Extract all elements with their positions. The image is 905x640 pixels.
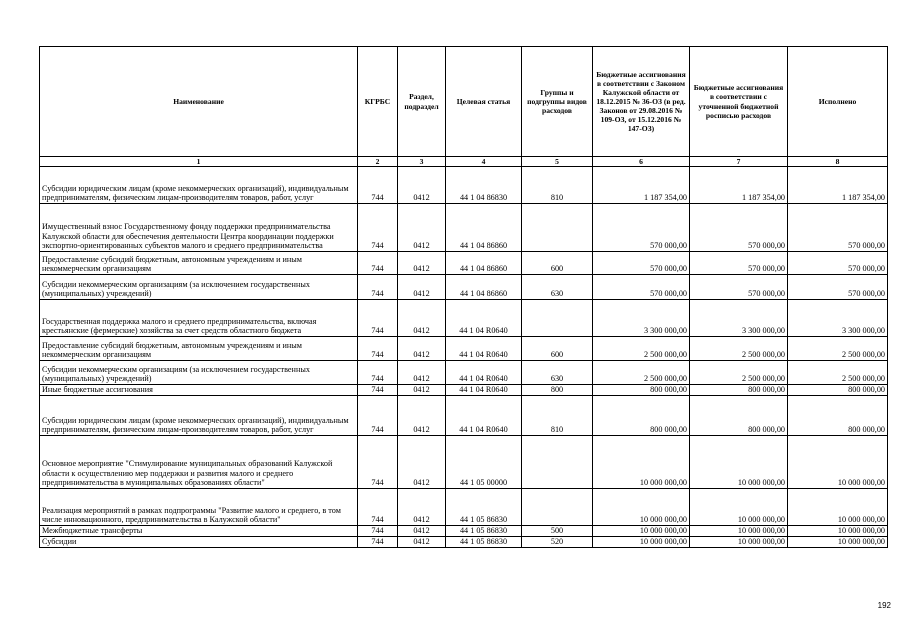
row-kgrbs: 744 <box>358 337 398 361</box>
row-name: Основное мероприятие "Стимулирование муниципальных образований Калужской области к осуществлению мер поддержки и развития малого и среднего предпринимательства в муниципальных образованиях области" <box>40 436 358 489</box>
row-group: 800 <box>522 385 593 396</box>
row-executed-amount: 1 187 354,00 <box>788 167 888 204</box>
row-executed-amount: 10 000 000,00 <box>788 489 888 526</box>
table-row <box>40 385 888 396</box>
table-row <box>40 361 888 385</box>
row-name: Иные бюджетные ассигнования <box>40 385 358 396</box>
row-executed-amount: 800 000,00 <box>788 385 888 396</box>
row-section: 0412 <box>398 337 446 361</box>
row-refined-amount: 800 000,00 <box>690 396 788 436</box>
header-executed: Исполнено <box>788 47 888 157</box>
row-refined-amount: 2 500 000,00 <box>690 337 788 361</box>
row-executed-amount: 570 000,00 <box>788 275 888 300</box>
row-executed-amount: 10 000 000,00 <box>788 526 888 537</box>
row-name: Субсидии некоммерческим организациям (за исключением государственных (муниципальных) учреждений) <box>40 275 358 300</box>
header-target: Целевая статья <box>446 47 522 157</box>
row-law-amount: 10 000 000,00 <box>593 436 690 489</box>
row-law-amount: 2 500 000,00 <box>593 337 690 361</box>
column-number-row <box>40 157 888 167</box>
row-section: 0412 <box>398 396 446 436</box>
header-row <box>40 47 888 157</box>
row-section: 0412 <box>398 275 446 300</box>
row-kgrbs: 744 <box>358 489 398 526</box>
row-refined-amount: 570 000,00 <box>690 204 788 252</box>
header-groups: Группы и подгруппы видов расходов <box>522 47 593 157</box>
row-executed-amount: 2 500 000,00 <box>788 337 888 361</box>
table-row <box>40 537 888 548</box>
row-law-amount: 10 000 000,00 <box>593 537 690 548</box>
table-row <box>40 275 888 300</box>
row-law-amount: 800 000,00 <box>593 396 690 436</box>
row-section: 0412 <box>398 526 446 537</box>
row-executed-amount: 800 000,00 <box>788 396 888 436</box>
row-law-amount: 570 000,00 <box>593 252 690 275</box>
row-section: 0412 <box>398 537 446 548</box>
row-law-amount: 10 000 000,00 <box>593 489 690 526</box>
row-group: 600 <box>522 252 593 275</box>
row-executed-amount: 2 500 000,00 <box>788 361 888 385</box>
row-group: 810 <box>522 167 593 204</box>
column-number: 4 <box>446 157 522 167</box>
row-group <box>522 436 593 489</box>
row-kgrbs: 744 <box>358 167 398 204</box>
row-law-amount: 10 000 000,00 <box>593 526 690 537</box>
table-row <box>40 436 888 489</box>
column-number: 3 <box>398 157 446 167</box>
row-target: 44 1 05 00000 <box>446 436 522 489</box>
header-name: Наименование <box>40 47 358 157</box>
row-name: Реализация мероприятий в рамках подпрограммы "Развитие малого и среднего, в том числе инновационного, предпринимательства в Калужской области" <box>40 489 358 526</box>
row-kgrbs: 744 <box>358 204 398 252</box>
row-group: 810 <box>522 396 593 436</box>
table-row <box>40 300 888 337</box>
row-refined-amount: 2 500 000,00 <box>690 361 788 385</box>
row-refined-amount: 570 000,00 <box>690 252 788 275</box>
row-section: 0412 <box>398 361 446 385</box>
row-kgrbs: 744 <box>358 252 398 275</box>
column-number: 7 <box>690 157 788 167</box>
table-row <box>40 489 888 526</box>
row-kgrbs: 744 <box>358 361 398 385</box>
row-target: 44 1 05 86830 <box>446 526 522 537</box>
row-law-amount: 2 500 000,00 <box>593 361 690 385</box>
row-kgrbs: 744 <box>358 396 398 436</box>
row-target: 44 1 04 86830 <box>446 167 522 204</box>
row-law-amount: 1 187 354,00 <box>593 167 690 204</box>
table-row <box>40 526 888 537</box>
row-name: Субсидии <box>40 537 358 548</box>
row-group <box>522 489 593 526</box>
row-executed-amount: 10 000 000,00 <box>788 537 888 548</box>
row-group: 500 <box>522 526 593 537</box>
table-row <box>40 337 888 361</box>
row-kgrbs: 744 <box>358 526 398 537</box>
table-row <box>40 252 888 275</box>
row-name: Субсидии юридическим лицам (кроме некоммерческих организаций), индивидуальным предпринимателям, физическим лицам-производителям товаров, работ, услуг <box>40 396 358 436</box>
column-number: 1 <box>40 157 358 167</box>
row-group: 630 <box>522 275 593 300</box>
row-section: 0412 <box>398 167 446 204</box>
row-target: 44 1 04 86860 <box>446 252 522 275</box>
column-number: 5 <box>522 157 593 167</box>
row-kgrbs: 744 <box>358 537 398 548</box>
row-name: Государственная поддержка малого и среднего предпринимательства, включая крестьянские (фермерские) хозяйства за счет средств областного бюджета <box>40 300 358 337</box>
header-section: Раздел, подраздел <box>398 47 446 157</box>
row-target: 44 1 04 86860 <box>446 204 522 252</box>
header-kgrbs: КГРБС <box>358 47 398 157</box>
row-section: 0412 <box>398 436 446 489</box>
row-refined-amount: 800 000,00 <box>690 385 788 396</box>
row-refined-amount: 10 000 000,00 <box>690 526 788 537</box>
header-refined-allocations: Бюджетные ассигнования в соответствии с уточненной бюджетной росписью расходов <box>690 47 788 157</box>
row-name: Предоставление субсидий бюджетным, автономным учреждениям и иным некоммерческим организациям <box>40 252 358 275</box>
row-group: 630 <box>522 361 593 385</box>
row-executed-amount: 570 000,00 <box>788 252 888 275</box>
row-law-amount: 3 300 000,00 <box>593 300 690 337</box>
row-section: 0412 <box>398 300 446 337</box>
table-row <box>40 396 888 436</box>
row-refined-amount: 1 187 354,00 <box>690 167 788 204</box>
row-law-amount: 800 000,00 <box>593 385 690 396</box>
row-name: Имущественный взнос Государственному фонду поддержки предпринимательства Калужской области для обеспечения деятельности Центра координации поддержки экспортно-ориентированных субъектов малого и среднего предпринимательства <box>40 204 358 252</box>
row-target: 44 1 04 R0640 <box>446 396 522 436</box>
header-law-allocations: Бюджетные ассигнования в соответствии с Законом Калужской области от 18.12.2015 № 36-ОЗ (в ред. Законов от 29.08.2016 № 109-ОЗ, от 15.12.2016 № 147-ОЗ) <box>593 47 690 157</box>
row-name: Субсидии юридическим лицам (кроме некоммерческих организаций), индивидуальным предпринимателям, физическим лицам-производителям товаров, работ, услуг <box>40 167 358 204</box>
row-refined-amount: 10 000 000,00 <box>690 436 788 489</box>
row-section: 0412 <box>398 385 446 396</box>
column-number: 2 <box>358 157 398 167</box>
row-group: 520 <box>522 537 593 548</box>
row-group: 600 <box>522 337 593 361</box>
row-name: Межбюджетные трансферты <box>40 526 358 537</box>
row-name: Субсидии некоммерческим организациям (за исключением государственных (муниципальных) учреждений) <box>40 361 358 385</box>
row-target: 44 1 04 R0640 <box>446 361 522 385</box>
row-section: 0412 <box>398 489 446 526</box>
column-number: 8 <box>788 157 888 167</box>
row-target: 44 1 05 86830 <box>446 537 522 548</box>
column-number: 6 <box>593 157 690 167</box>
row-target: 44 1 04 R0640 <box>446 337 522 361</box>
row-group <box>522 204 593 252</box>
row-refined-amount: 3 300 000,00 <box>690 300 788 337</box>
row-kgrbs: 744 <box>358 300 398 337</box>
row-group <box>522 300 593 337</box>
row-name: Предоставление субсидий бюджетным, автономным учреждениям и иным некоммерческим организациям <box>40 337 358 361</box>
table-row <box>40 167 888 204</box>
row-law-amount: 570 000,00 <box>593 275 690 300</box>
row-target: 44 1 05 86830 <box>446 489 522 526</box>
row-refined-amount: 10 000 000,00 <box>690 537 788 548</box>
row-law-amount: 570 000,00 <box>593 204 690 252</box>
row-section: 0412 <box>398 204 446 252</box>
row-section: 0412 <box>398 252 446 275</box>
row-executed-amount: 570 000,00 <box>788 204 888 252</box>
row-target: 44 1 04 R0640 <box>446 385 522 396</box>
row-target: 44 1 04 86860 <box>446 275 522 300</box>
row-refined-amount: 570 000,00 <box>690 275 788 300</box>
row-kgrbs: 744 <box>358 385 398 396</box>
row-kgrbs: 744 <box>358 436 398 489</box>
row-target: 44 1 04 R0640 <box>446 300 522 337</box>
page-number: 192 <box>877 601 891 610</box>
row-executed-amount: 10 000 000,00 <box>788 436 888 489</box>
row-refined-amount: 10 000 000,00 <box>690 489 788 526</box>
budget-table <box>39 46 888 548</box>
row-executed-amount: 3 300 000,00 <box>788 300 888 337</box>
row-kgrbs: 744 <box>358 275 398 300</box>
table-row <box>40 204 888 252</box>
